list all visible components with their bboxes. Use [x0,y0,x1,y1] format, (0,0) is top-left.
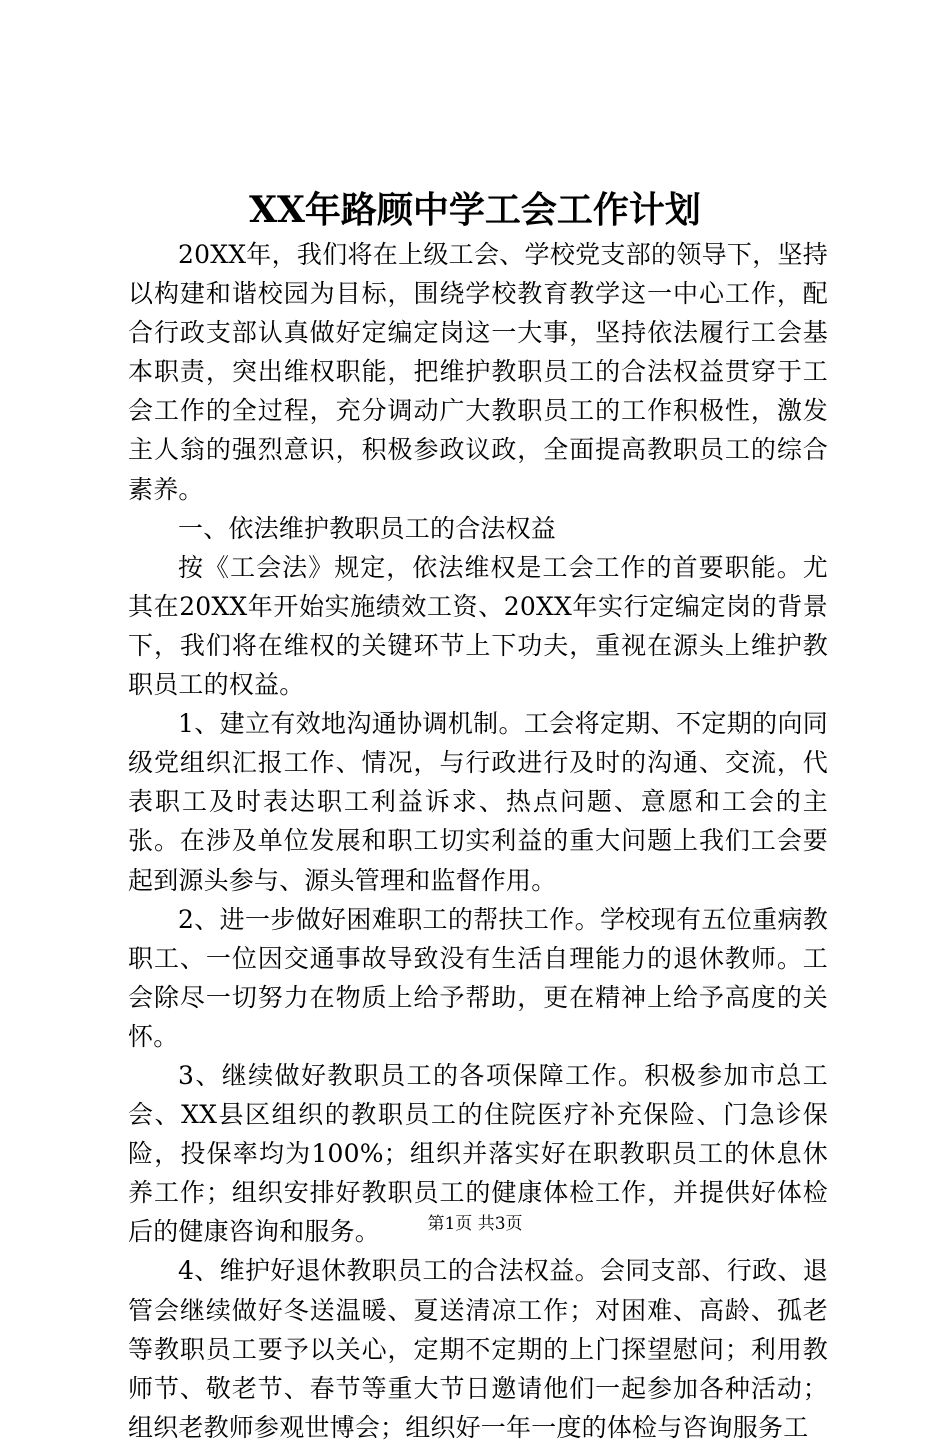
section-intro-paragraph: 按《工会法》规定，依法维权是工会工作的首要职能。尤其在20XX年开始实施绩效工资、20XX年实行定编定岗的背景下，我们将在维权的关键环节上下功夫，重视在源头上维护教职员工的权益。 [128,552,828,700]
document-title: XX年路顾中学工会工作计划 [249,189,701,231]
item-2-paragraph: 2、进一步做好困难职工的帮扶工作。学校现有五位重病教职工、一位因交通事故导致没有生活自理能力的退休教师。工会除尽一切努力在物质上给予帮助，更在精神上给予高度的关怀。 [128,904,828,1051]
page-number-footer: 第1页 共3页 [427,1214,523,1234]
item-3-paragraph: 3、继续做好教职员工的各项保障工作。积极参加市总工会、XX县区组织的教职员工的住院医疗补充保险、门急诊保险，投保率均为100%；组织并落实好在职教职员工的休息休养工作；组织安排好教职员工的健康体检工作，并提供好体检后的健康咨询和服务。 [128,1060,828,1247]
section-heading: 一、依法维护教职员工的合法权益 [178,513,557,543]
document-body [128,235,828,1447]
intro-paragraph: 20XX年，我们将在上级工会、学校党支部的领导下，坚持以构建和谐校园为目标，围绕学校教育教学这一中心工作，配合行政支部认真做好定编定岗这一大事，坚持依法履行工会基本职责，突出维权职能，把维护教职员工的合法权益贯穿于工会工作的全过程，充分调动广大教职员工的工作积极性，激发主人翁的强烈意识，积极参政议政，全面提高教职员工的综合素养。 [128,240,828,504]
item-4-paragraph: 4、维护好退休教职员工的合法权益。会同支部、行政、退管会继续做好冬送温暖、夏送清凉工作；对困难、高龄、孤老等教职员工要予以关心，定期不定期的上门探望慰问；利用教师节、敬老节、春节等重大节日邀请他们一起参加各种活动；组织老教师参观世博会；组织好一年一度的体检与咨询服务工 [128,1256,828,1442]
item-1-paragraph: 1、建立有效地沟通协调机制。工会将定期、不定期的向同级党组织汇报工作、情况，与行政进行及时的沟通、交流，代表职工及时表达职工利益诉求、热点问题、意愿和工会的主张。在涉及单位发展和职工切实利益的重大问题上我们工会要起到源头参与、源头管理和监督作用。 [128,709,828,895]
